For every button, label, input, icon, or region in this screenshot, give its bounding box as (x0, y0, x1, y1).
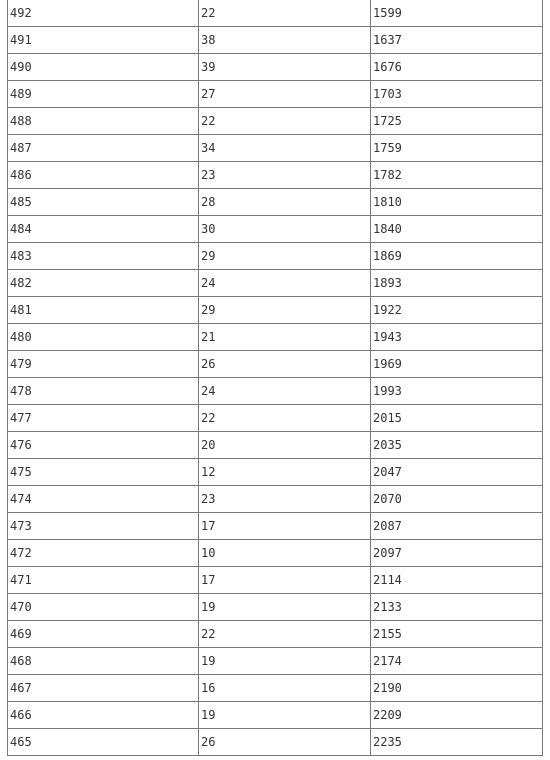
table-row (8, 216, 543, 243)
table-row (8, 135, 543, 162)
table-cell: 1637 (371, 27, 543, 54)
table-cell: 1759 (371, 135, 543, 162)
table-cell: 1969 (371, 351, 543, 378)
table-cell: 2114 (371, 567, 543, 594)
table-row (8, 567, 543, 594)
table-cell: 476 (8, 432, 199, 459)
table-row (8, 648, 543, 675)
table-cell: 470 (8, 594, 199, 621)
table-cell: 467 (8, 675, 199, 702)
table-cell: 1943 (371, 324, 543, 351)
table-row (8, 0, 543, 27)
table-row (8, 270, 543, 297)
table-cell: 492 (8, 0, 199, 27)
table-cell: 465 (8, 729, 199, 756)
table-cell: 1810 (371, 189, 543, 216)
table-row (8, 297, 543, 324)
table-cell: 477 (8, 405, 199, 432)
table-cell: 20 (199, 432, 371, 459)
table-cell: 475 (8, 459, 199, 486)
table-cell: 2097 (371, 540, 543, 567)
table-cell: 1725 (371, 108, 543, 135)
table-cell: 1782 (371, 162, 543, 189)
table-cell: 22 (199, 0, 371, 27)
table-cell: 29 (199, 243, 371, 270)
table-cell: 480 (8, 324, 199, 351)
table-cell: 1893 (371, 270, 543, 297)
table-cell: 2015 (371, 405, 543, 432)
table-cell: 22 (199, 108, 371, 135)
table-cell: 17 (199, 513, 371, 540)
table-row (8, 702, 543, 729)
table-row (8, 81, 543, 108)
table-cell: 26 (199, 729, 371, 756)
table-cell: 491 (8, 27, 199, 54)
table-row (8, 621, 543, 648)
table-row (8, 432, 543, 459)
table-cell: 34 (199, 135, 371, 162)
table-cell: 484 (8, 216, 199, 243)
table-cell: 22 (199, 621, 371, 648)
table-cell: 469 (8, 621, 199, 648)
table-cell: 17 (199, 567, 371, 594)
table-cell: 1703 (371, 81, 543, 108)
table-cell: 12 (199, 459, 371, 486)
table-row (8, 54, 543, 81)
table-cell: 2155 (371, 621, 543, 648)
table-cell: 22 (199, 405, 371, 432)
table-cell: 2047 (371, 459, 543, 486)
table-row (8, 162, 543, 189)
table-row (8, 243, 543, 270)
table-cell: 2209 (371, 702, 543, 729)
table-cell: 21 (199, 324, 371, 351)
table-cell: 26 (199, 351, 371, 378)
table-row (8, 405, 543, 432)
table-cell: 473 (8, 513, 199, 540)
table-row (8, 594, 543, 621)
table-cell: 24 (199, 270, 371, 297)
table-cell: 481 (8, 297, 199, 324)
table-cell: 489 (8, 81, 199, 108)
table-cell: 472 (8, 540, 199, 567)
table-row (8, 351, 543, 378)
table-cell: 488 (8, 108, 199, 135)
table-cell: 487 (8, 135, 199, 162)
table-cell: 2133 (371, 594, 543, 621)
table-cell: 16 (199, 675, 371, 702)
table-row (8, 108, 543, 135)
table-cell: 1676 (371, 54, 543, 81)
table-cell: 468 (8, 648, 199, 675)
table-cell: 19 (199, 594, 371, 621)
table-cell: 23 (199, 486, 371, 513)
table-cell: 486 (8, 162, 199, 189)
table-cell: 483 (8, 243, 199, 270)
table-cell: 23 (199, 162, 371, 189)
table-cell: 24 (199, 378, 371, 405)
table-cell: 1993 (371, 378, 543, 405)
table-cell: 10 (199, 540, 371, 567)
table-cell: 28 (199, 189, 371, 216)
table-row (8, 540, 543, 567)
table-cell: 1840 (371, 216, 543, 243)
table-body (8, 0, 543, 756)
table-row (8, 675, 543, 702)
table-cell: 479 (8, 351, 199, 378)
table-row (8, 729, 543, 756)
table-cell: 2035 (371, 432, 543, 459)
table-cell: 485 (8, 189, 199, 216)
table-row (8, 459, 543, 486)
table-row (8, 189, 543, 216)
table-row (8, 486, 543, 513)
table-cell: 38 (199, 27, 371, 54)
table-cell: 2235 (371, 729, 543, 756)
table-cell: 19 (199, 702, 371, 729)
score-table (7, 0, 543, 756)
table-cell: 2070 (371, 486, 543, 513)
table-cell: 1599 (371, 0, 543, 27)
table-row (8, 513, 543, 540)
table-cell: 30 (199, 216, 371, 243)
table-cell: 29 (199, 297, 371, 324)
table-cell: 2087 (371, 513, 543, 540)
table-row (8, 324, 543, 351)
table-cell: 19 (199, 648, 371, 675)
table-cell: 1869 (371, 243, 543, 270)
table-row (8, 27, 543, 54)
table-cell: 490 (8, 54, 199, 81)
table-cell: 482 (8, 270, 199, 297)
table-cell: 478 (8, 378, 199, 405)
table-cell: 471 (8, 567, 199, 594)
table-cell: 1922 (371, 297, 543, 324)
table-cell: 2174 (371, 648, 543, 675)
table-cell: 27 (199, 81, 371, 108)
table-row (8, 378, 543, 405)
table-cell: 466 (8, 702, 199, 729)
table-cell: 474 (8, 486, 199, 513)
table-cell: 39 (199, 54, 371, 81)
table-cell: 2190 (371, 675, 543, 702)
